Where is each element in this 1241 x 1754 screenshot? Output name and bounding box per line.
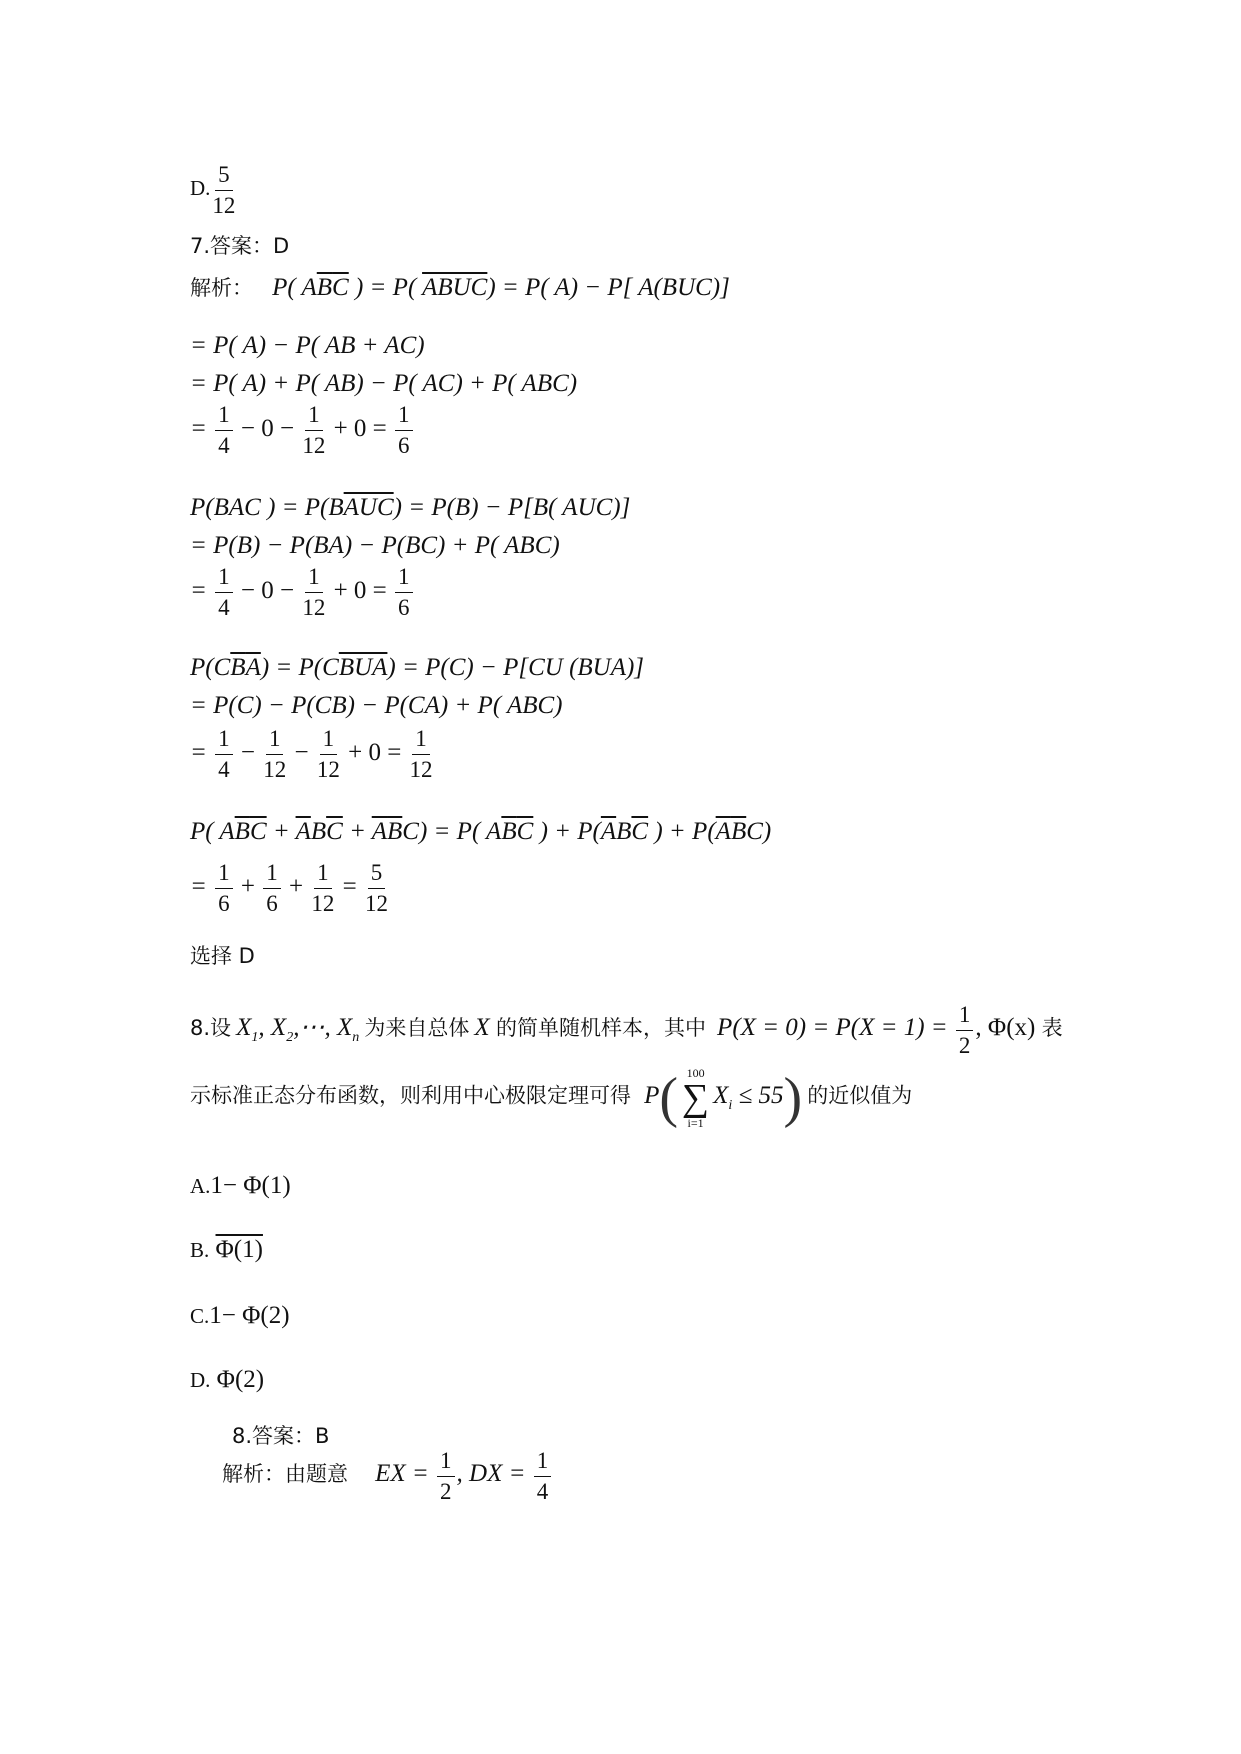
q7-eq-line9: = P(C) − P(CB) − P(CA) + P( ABC) bbox=[190, 692, 563, 719]
fraction: $\frac{5}{12}$ bbox=[212, 162, 236, 218]
q8-analysis: 解析：由题意 EX = $\frac{1}{2}$ , DX = $\frac{1}{4}$ bbox=[222, 1446, 553, 1507]
q7-choose: 选择 D bbox=[190, 944, 255, 968]
q7-eq-line12: = $\frac{1}{6}$ + $\frac{1}{6}$ + $\frac{1}{12}$ = $\frac{5}{12}$ bbox=[190, 860, 388, 916]
q8-option-a: A.1− Φ(1) bbox=[190, 1172, 291, 1199]
q8-stem-line2: 示标准正态分布函数，则利用中心极限定理可得 P( 100 ∑ i=1 $X_i \le 55$) 的近似值为 bbox=[190, 1066, 913, 1130]
q7-eq-line6: = P(B) − P(BA) − P(BC) + P( ABC) bbox=[190, 532, 560, 559]
q7-analysis-line1: 解析： P( $A\overline{B}\overline{C}$ ) = P( ABUC) = P( A) − P[ A(BUC)] bbox=[190, 274, 730, 301]
q7-eq-line8: $P(C\overline{B}\overline{A}) = P(C\overline{BUA}) = P(C) - P[CU$ (BUA)] bbox=[190, 654, 645, 681]
q8-option-c: C.1− Φ(2) bbox=[190, 1302, 290, 1329]
q8-option-d: D. Φ(2) bbox=[190, 1366, 265, 1393]
q7-eq-line4: = $\frac{1}{4}$ − 0 − $\frac{1}{12}$ + 0 = $\frac{1}{6}$ bbox=[190, 400, 415, 461]
summation: 100 ∑ i=1 bbox=[682, 1066, 710, 1130]
q7-eq-line11: P( $A\overline{B}\overline{C} + \overline{A}B\overline{C} + \overline{A}\overline{B}C) = P$( $A\overline{B}\overline{C}$ ) + $P(\overline{A}B\overline{C}$ ) + $P(\overline{A}\overline{B}C)$ bbox=[190, 818, 772, 845]
q8-stem-line1: 8.设 $X_1$, $X_2,\cdots$, $X_n$ 为来自总体 X 的简单随机样本，其中 P(X = 0) = P(X = 1) = $\frac{1}{2}$ , Φ(x) 表 bbox=[190, 1002, 1063, 1058]
option-d-previous: D. $\frac{5}{12}$ bbox=[190, 160, 237, 221]
q7-eq-line2: = P( A) − P( AB + AC) bbox=[190, 332, 425, 359]
q7-eq-line3: = P( A) + P( AB) − P( AC) + P( ABC) bbox=[190, 370, 578, 397]
q8-answer: 8.答案：B bbox=[232, 1424, 330, 1448]
q8-option-b: B. Φ(1) bbox=[190, 1236, 263, 1263]
q7-eq-line10: = $\frac{1}{4}$ − $\frac{1}{12}$ − $\frac{1}{12}$ + 0 = $\frac{1}{12}$ bbox=[190, 726, 433, 782]
q7-eq-line5: P(BAC ) = $P(B\overline{AUC}) = P(B) - P[B$( AUC)] bbox=[190, 494, 631, 521]
q7-answer: 7.答案：D bbox=[190, 234, 290, 258]
q7-eq-line7: = $\frac{1}{4}$ − 0 − $\frac{1}{12}$ + 0 = $\frac{1}{6}$ bbox=[190, 562, 415, 623]
